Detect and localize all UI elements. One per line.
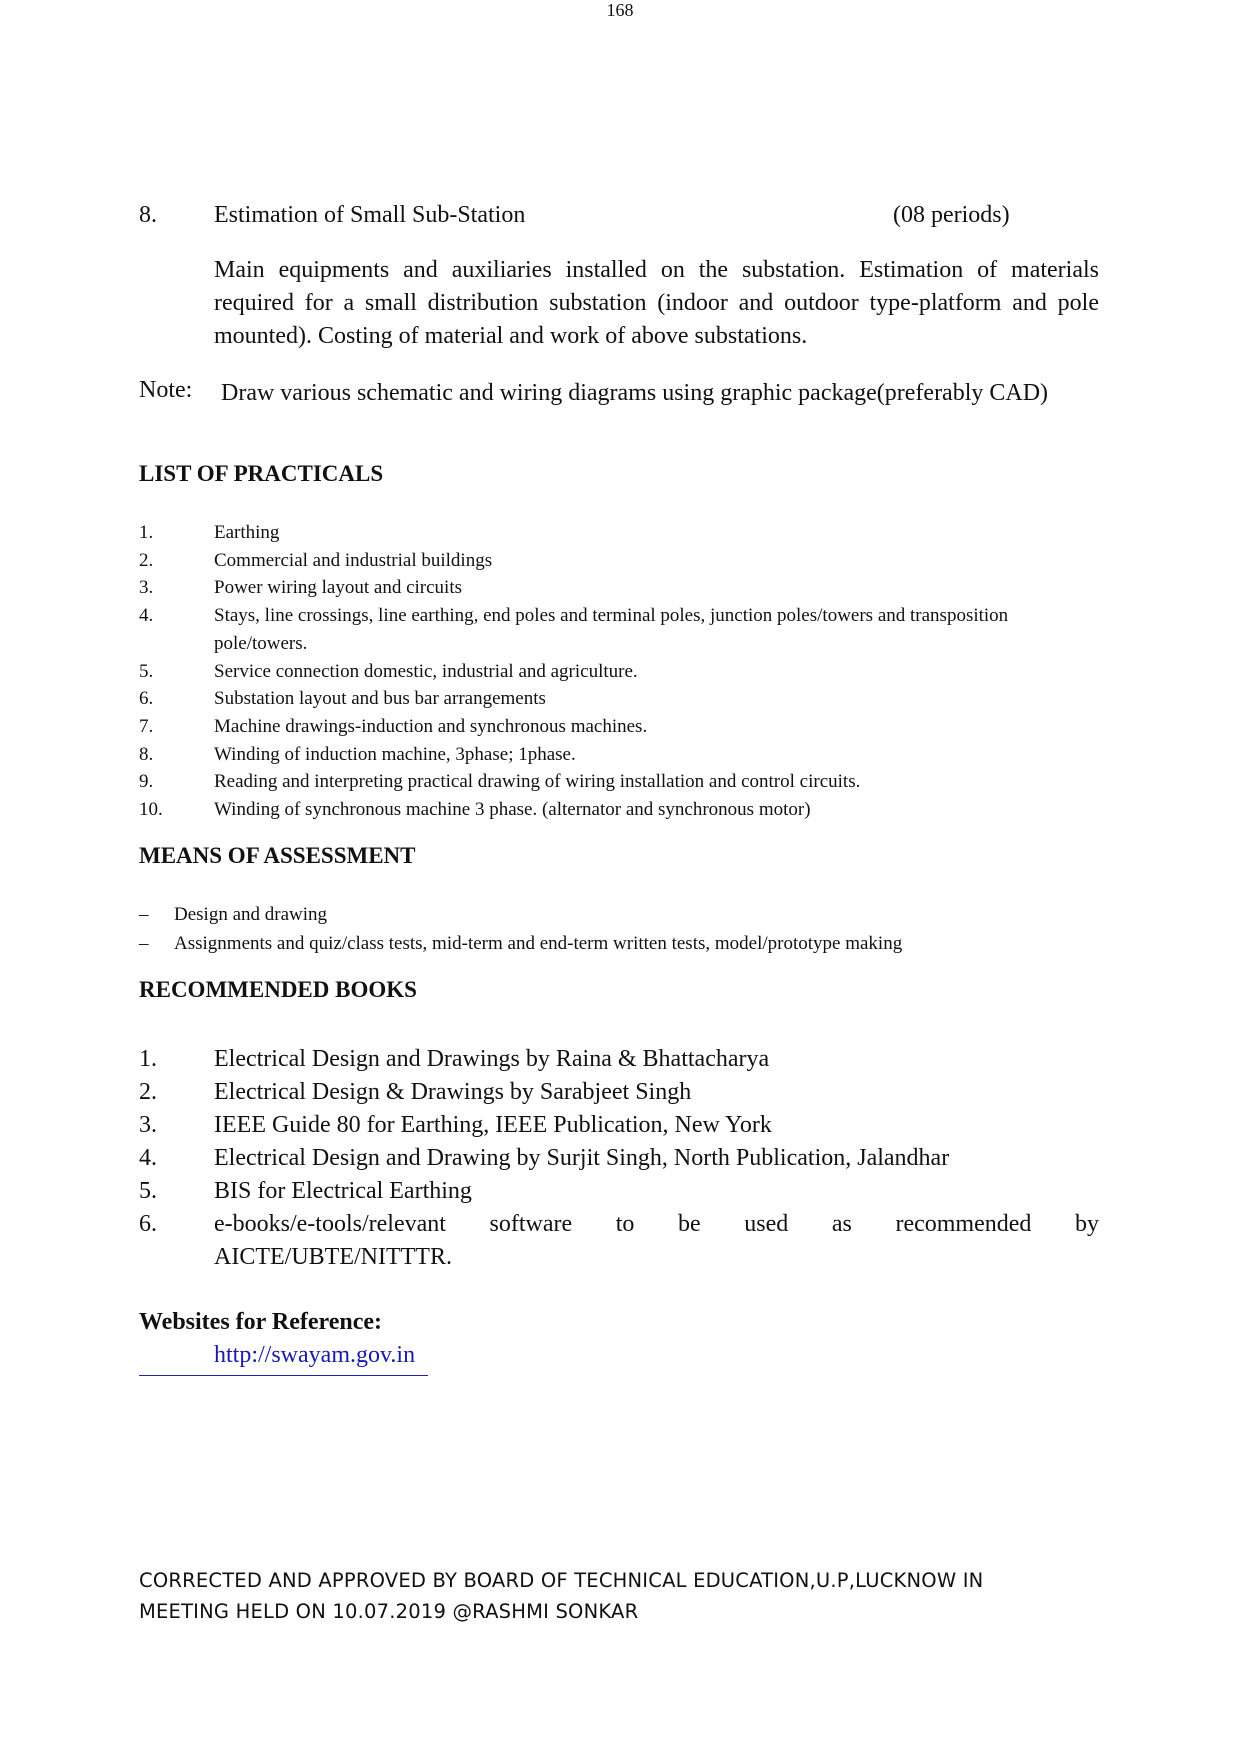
item-text: Service connection domestic, industrial and agriculture. bbox=[214, 660, 638, 682]
item-number: 2. bbox=[139, 1079, 157, 1105]
list-item bbox=[139, 658, 1099, 686]
item-number: 1. bbox=[139, 1046, 157, 1072]
list-item bbox=[139, 547, 1099, 575]
item-number: 5. bbox=[139, 1178, 157, 1204]
list-item bbox=[139, 519, 1099, 547]
item-number: 1. bbox=[139, 522, 154, 543]
item-number: 8. bbox=[139, 743, 154, 765]
footer-line-1: CORRECTED AND APPROVED BY BOARD OF TECHNICAL EDUCATION,U.P,LUCKNOW IN bbox=[139, 1569, 984, 1592]
item-number: 10. bbox=[139, 799, 163, 821]
list-item bbox=[139, 741, 1099, 769]
item-text: Winding of induction machine, 3phase; 1phase. bbox=[214, 743, 576, 765]
footer-line-2: MEETING HELD ON 10.07.2019 @RASHMI SONKAR bbox=[139, 1600, 639, 1623]
list-item bbox=[139, 901, 1099, 930]
item-text: Assignments and quiz/class tests, mid-term and end-term written tests, model/prototype making bbox=[174, 932, 903, 954]
item-number: 4. bbox=[139, 605, 154, 627]
swayam-link[interactable]: http://swayam.gov.in bbox=[214, 1342, 416, 1368]
item-text: Electrical Design and Drawing by Surjit Singh, North Publication, Jalandhar bbox=[214, 1145, 950, 1171]
section-body: Main equipments and auxiliaries installed on the substation. Estimation of materials required for a small distribution substation (indoor and outdoor type-platform and pole mounted). Costing of material and work of above substations. bbox=[214, 257, 1099, 349]
item-text: Commercial and industrial buildings bbox=[214, 549, 493, 571]
item-text: Design and drawing bbox=[174, 904, 328, 925]
page-number: 168 bbox=[606, 0, 634, 20]
books-list bbox=[139, 1043, 1099, 1274]
item-text: Electrical Design and Drawings by Raina & Bhattacharya bbox=[214, 1046, 770, 1072]
note-text: Draw various schematic and wiring diagrams using graphic package(preferably CAD) bbox=[221, 380, 1049, 406]
item-number: 5. bbox=[139, 660, 154, 682]
list-item bbox=[139, 1076, 1099, 1109]
item-number: 9. bbox=[139, 771, 154, 793]
item-text: Reading and interpreting practical drawing of wiring installation and control circuits. bbox=[214, 771, 861, 793]
practicals-heading: LIST OF PRACTICALS bbox=[139, 461, 384, 486]
list-item-continuation bbox=[139, 1241, 1099, 1274]
section-number: 8. bbox=[139, 202, 157, 228]
item-text: Earthing bbox=[214, 522, 280, 543]
list-item bbox=[139, 574, 1099, 602]
list-item bbox=[139, 685, 1099, 713]
list-item bbox=[139, 1109, 1099, 1142]
website-link-row bbox=[139, 1342, 428, 1376]
list-item bbox=[139, 930, 1099, 959]
section-periods: (08 periods) bbox=[893, 202, 1010, 228]
item-text: Electrical Design & Drawings by Sarabjeet Singh bbox=[214, 1079, 692, 1105]
item-number: 3. bbox=[139, 577, 154, 599]
assessment-heading: MEANS OF ASSESSMENT bbox=[139, 843, 416, 868]
item-text: Stays, line crossings, line earthing, end poles and terminal poles, junction poles/towers and transposition pole/towers. bbox=[214, 605, 1009, 654]
list-item bbox=[139, 713, 1099, 741]
assessment-list bbox=[139, 901, 1099, 958]
books-heading: RECOMMENDED BOOKS bbox=[139, 977, 417, 1002]
item-text: Winding of synchronous machine 3 phase. (alternator and synchronous motor) bbox=[214, 799, 811, 821]
item-number: 2. bbox=[139, 549, 154, 571]
list-item bbox=[139, 1175, 1099, 1208]
item-number: 6. bbox=[139, 1211, 157, 1237]
item-text: Power wiring layout and circuits bbox=[214, 577, 463, 599]
list-item bbox=[139, 1043, 1099, 1076]
item-number: 6. bbox=[139, 688, 154, 710]
list-item bbox=[139, 796, 1099, 824]
websites-heading: Websites for Reference: bbox=[139, 1309, 383, 1335]
item-text: e-books/e-tools/relevant software to be used as recommended by bbox=[214, 1211, 1099, 1237]
dash-bullet: – bbox=[139, 904, 149, 925]
list-item bbox=[139, 1208, 1099, 1241]
note-label: Note: bbox=[139, 377, 193, 403]
item-text: Substation layout and bus bar arrangements bbox=[214, 688, 546, 710]
item-text: AICTE/UBTE/NITTTR. bbox=[214, 1244, 452, 1270]
item-number: 7. bbox=[139, 715, 154, 737]
section-title: Estimation of Small Sub-Station bbox=[214, 202, 526, 228]
footer bbox=[139, 1565, 1099, 1627]
item-text: BIS for Electrical Earthing bbox=[214, 1178, 472, 1204]
dash-bullet: – bbox=[139, 932, 149, 954]
item-text: IEEE Guide 80 for Earthing, IEEE Publication, New York bbox=[214, 1112, 772, 1138]
practicals-list bbox=[139, 519, 1099, 824]
item-number: 3. bbox=[139, 1112, 157, 1138]
item-text: Machine drawings-induction and synchronous machines. bbox=[214, 715, 648, 737]
item-number: 4. bbox=[139, 1145, 157, 1171]
list-item bbox=[139, 1142, 1099, 1175]
list-item bbox=[139, 602, 1099, 657]
list-item bbox=[139, 768, 1099, 796]
